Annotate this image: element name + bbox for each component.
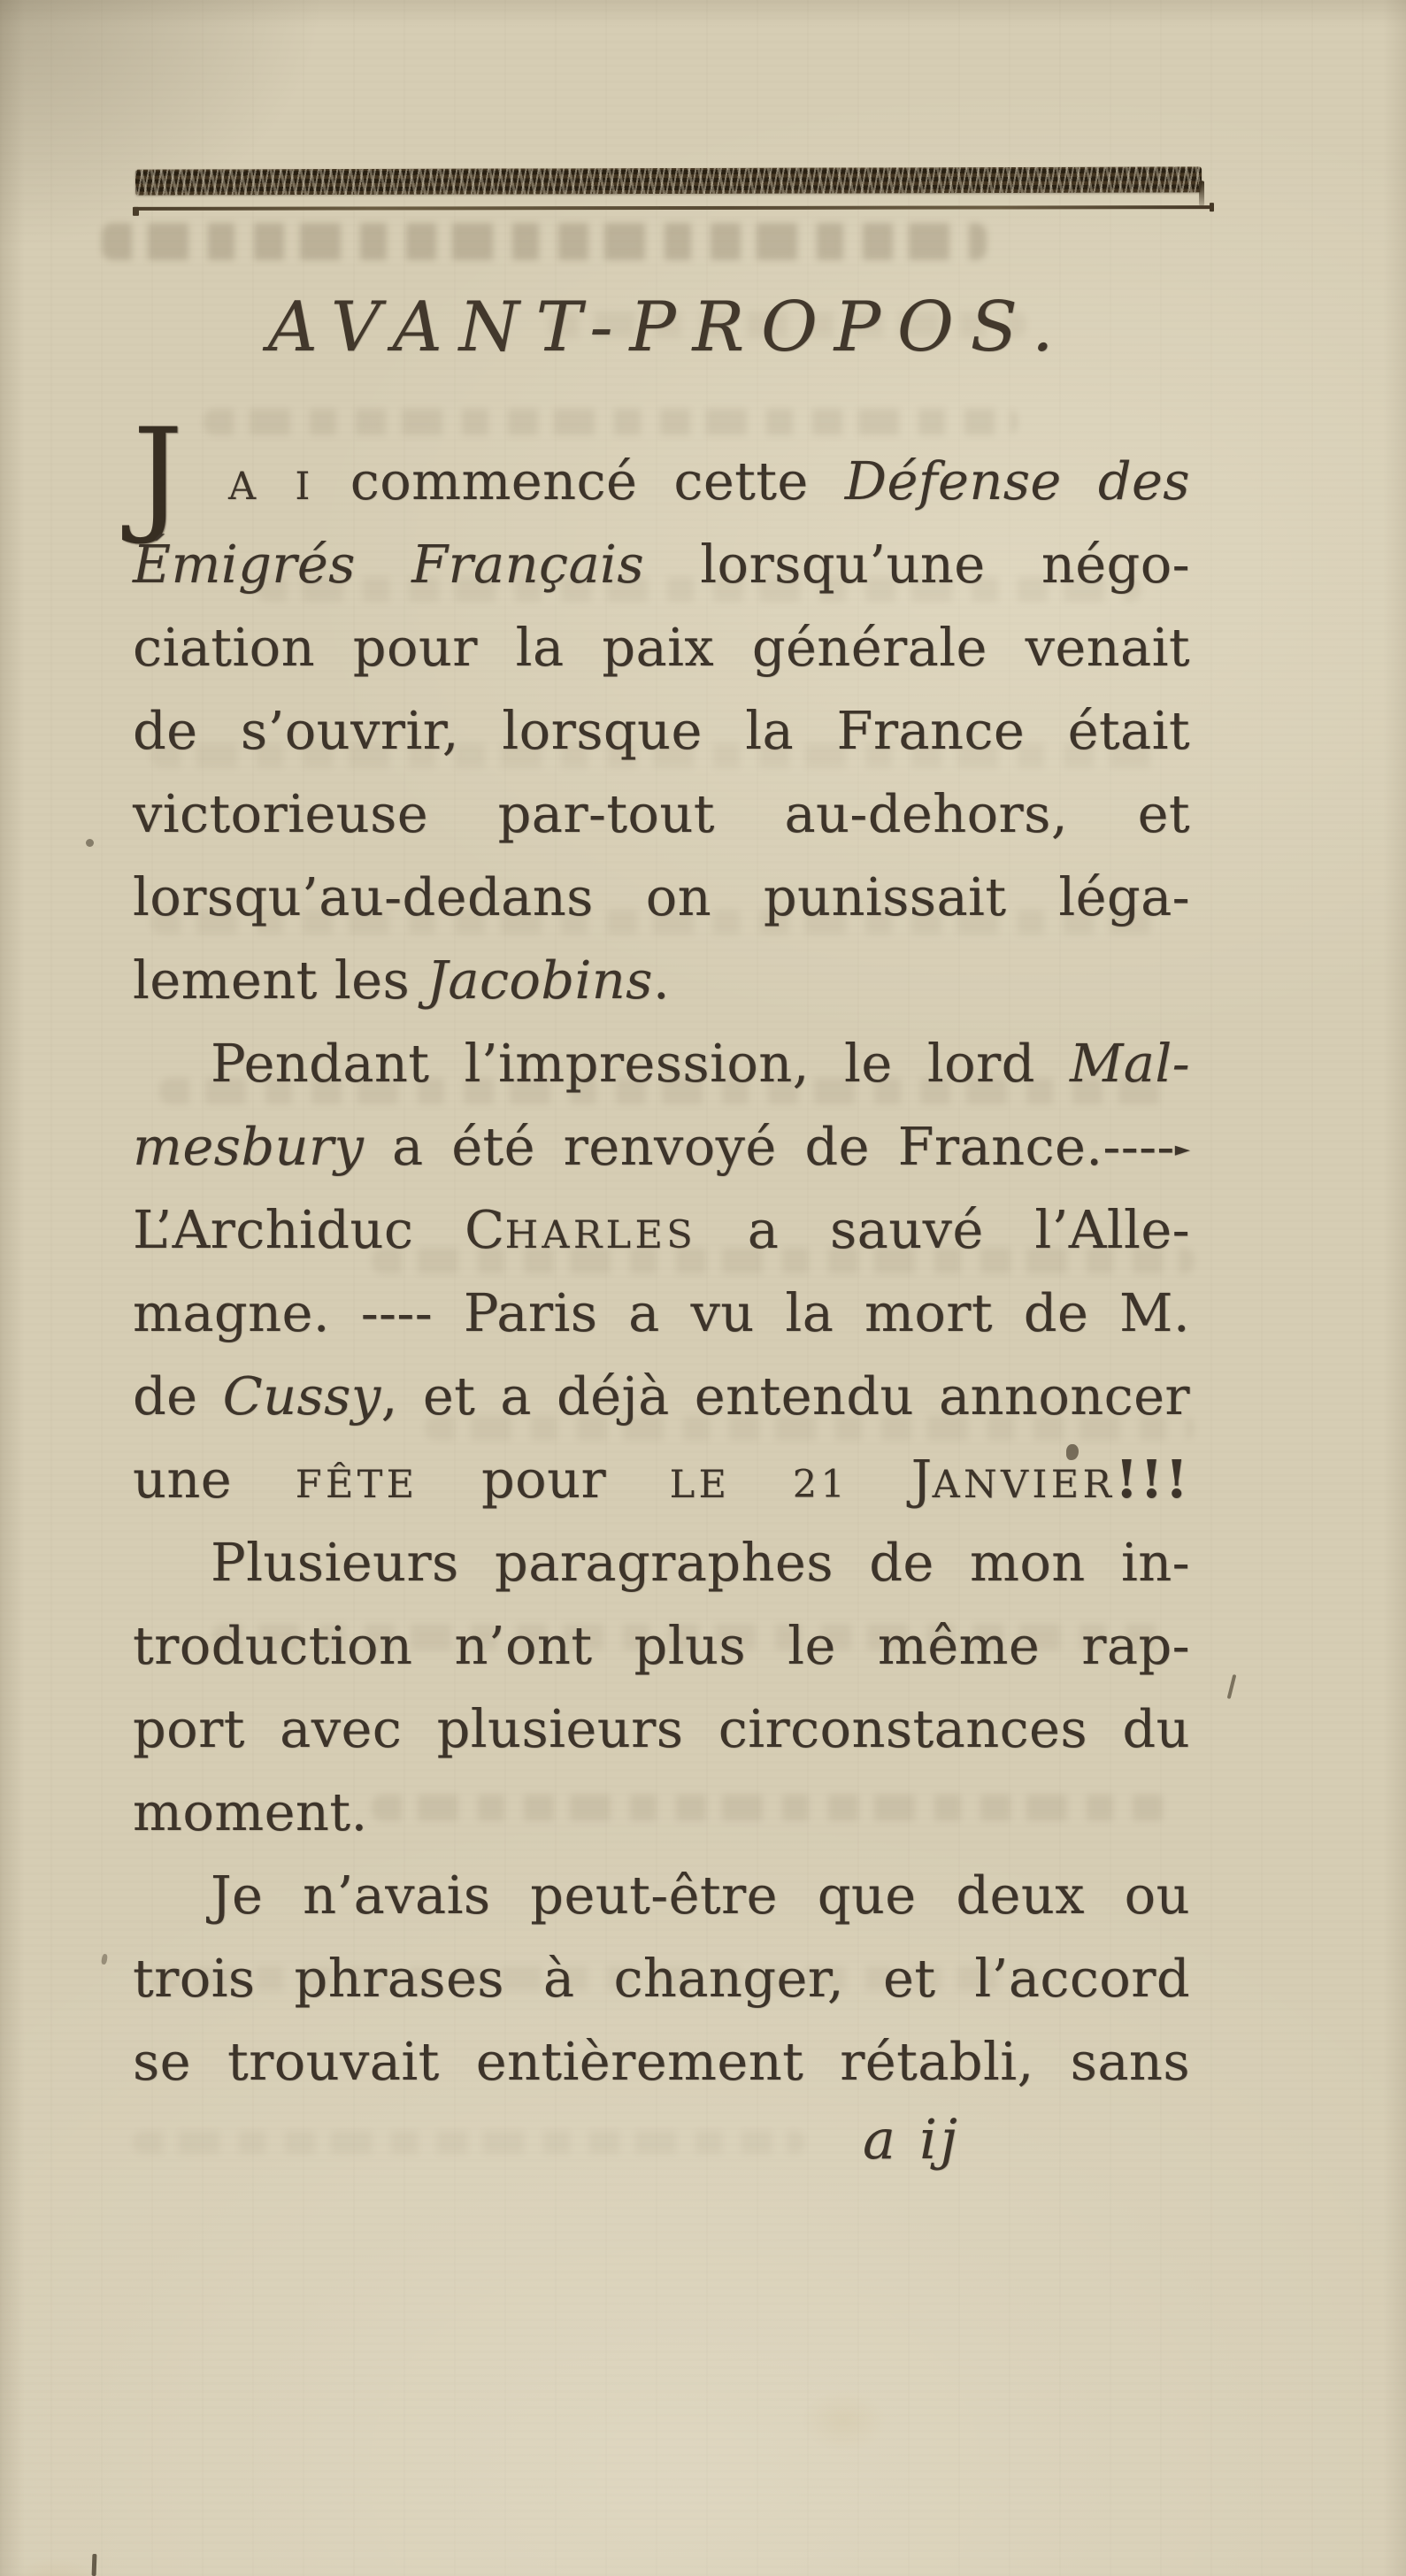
text-segment: Plusieurs paragraphes de mon in- <box>211 1532 1190 1593</box>
headpiece-ornament <box>135 166 1202 195</box>
text-line <box>133 1355 1190 1438</box>
ink-speck <box>101 1954 108 1965</box>
text-segment: de s’ouvrir, lorsque la France était <box>133 700 1190 761</box>
text-line <box>133 1022 1190 1105</box>
text-segment: commencé cette <box>313 450 845 511</box>
text-line <box>133 856 1190 939</box>
text-line <box>133 1854 1190 1937</box>
ink-speck <box>92 2554 97 2576</box>
text-segment: moment. <box>133 1781 368 1842</box>
text-line <box>133 1688 1190 1771</box>
text-segment: ► <box>1174 1137 1190 1161</box>
text-line <box>133 440 1190 523</box>
text-line <box>133 689 1190 773</box>
drop-cap-initial: J <box>133 402 183 548</box>
text-segment: Jacobins <box>426 950 653 1011</box>
text-line <box>133 1105 1190 1188</box>
signature-mark: a ij <box>863 2107 961 2172</box>
text-segment: mesbury <box>133 1116 365 1177</box>
text-line <box>133 1604 1190 1688</box>
text-segment: Pendant l’impression, le lord <box>211 1033 1070 1094</box>
text-line <box>133 523 1190 606</box>
text-line <box>133 2020 1190 2103</box>
text-line <box>133 1438 1190 1521</box>
ink-speck <box>1227 1674 1237 1699</box>
text-segment: se trouvait entièrement rétabli, sans <box>133 2031 1190 2092</box>
text-segment: Émigrés Français <box>133 534 644 595</box>
text-segment: Cussy <box>222 1365 381 1426</box>
text-segment: troduction n’ont plus le même rap- <box>133 1615 1190 1676</box>
bleed-through-ghost <box>102 223 987 260</box>
text-segment: port avec plusieurs circonstances du <box>133 1698 1190 1759</box>
body-text <box>133 440 1190 2103</box>
text-line <box>133 939 1190 1022</box>
ink-speck <box>86 839 94 847</box>
text-segment: . <box>652 950 671 1011</box>
text-segment: magne. ---- Paris a vu la mort de M. <box>133 1282 1190 1343</box>
text-segment: ---- <box>1103 1116 1175 1177</box>
text-line <box>133 1188 1190 1272</box>
text-segment: lement les <box>133 950 427 1011</box>
text-segment: lorsqu’au-dedans on punissait léga- <box>133 866 1190 927</box>
text-segment: FÊTE <box>295 1463 419 1507</box>
text-segment: a été renvoyé de France. <box>364 1116 1103 1177</box>
text-segment: J <box>910 1449 933 1510</box>
text-line <box>133 773 1190 856</box>
bleed-through-ghost <box>204 409 1018 435</box>
text-segment: une <box>133 1449 296 1510</box>
bleed-through-ghost <box>133 2131 805 2154</box>
text-segment: victorieuse par-tout au-dehors, et <box>133 783 1190 844</box>
text-line <box>133 1272 1190 1355</box>
text-segment: HARLES <box>504 1213 697 1257</box>
text-segment: , et a déjà entendu annoncer <box>380 1365 1191 1426</box>
text-segment: Défense des <box>844 450 1190 511</box>
text-segment: Je n’avais peut-être que deux ou <box>211 1865 1190 1926</box>
text-segment: Mal- <box>1070 1033 1190 1094</box>
text-segment: !!! <box>1115 1449 1190 1510</box>
text-segment: a sauvé l’Alle- <box>696 1199 1190 1260</box>
text-line <box>133 1521 1190 1604</box>
text-line <box>133 606 1190 689</box>
text-segment: trois phrases à changer, et l’accord <box>133 1948 1190 2009</box>
header-rule <box>133 205 1214 211</box>
text-segment: ANVIER <box>932 1463 1116 1507</box>
page-title: AVANT-PROPOS. <box>267 288 1071 367</box>
text-line <box>133 1771 1190 1854</box>
text-segment: A I <box>228 465 314 509</box>
text-segment: de <box>133 1365 223 1426</box>
text-segment: ciation pour la paix générale venait <box>133 617 1190 678</box>
text-line <box>133 1937 1190 2020</box>
text-segment: pour <box>418 1449 670 1510</box>
text-segment: lorsqu’une négo- <box>644 534 1190 595</box>
text-segment: LE 21 <box>669 1463 911 1507</box>
text-segment: L’Archiduc C <box>133 1199 505 1260</box>
